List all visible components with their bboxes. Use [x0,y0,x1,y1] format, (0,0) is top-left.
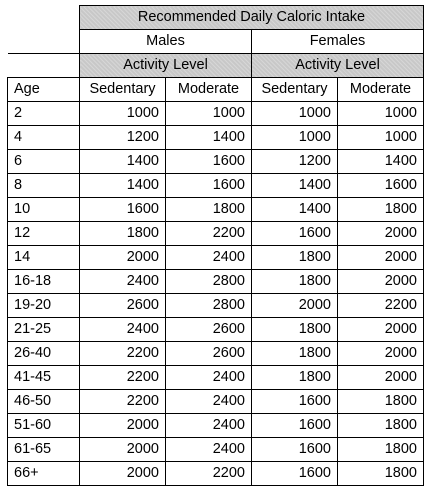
cell-females-moderate: 2000 [338,246,424,270]
cell-males-moderate: 2800 [166,294,252,318]
cell-males-sedentary: 2000 [80,438,166,462]
cell-females-moderate: 1400 [338,150,424,174]
table-row [8,126,424,150]
cell-females-sedentary: 1800 [252,366,338,390]
cell-males-sedentary: 2400 [80,318,166,342]
cell-females-sedentary: 1600 [252,390,338,414]
cell-males-moderate: 1000 [166,102,252,126]
cell-age: 61-65 [8,438,80,462]
cell-males-sedentary: 1400 [80,174,166,198]
group-males: Males [80,30,252,54]
cell-males-moderate: 2200 [166,222,252,246]
cell-age: 14 [8,246,80,270]
cell-males-sedentary: 1800 [80,222,166,246]
cell-males-moderate: 1600 [166,174,252,198]
cell-females-sedentary: 1600 [252,462,338,486]
caloric-intake-table-wrapper [7,5,424,486]
activity-level-males: Activity Level [80,54,252,78]
cell-age: 66+ [8,462,80,486]
cell-females-sedentary: 1800 [252,246,338,270]
activity-row [8,54,424,78]
table-row [8,222,424,246]
table-row [8,174,424,198]
table-row [8,414,424,438]
cell-males-moderate: 2200 [166,462,252,486]
caloric-intake-table [7,5,424,486]
cell-females-moderate: 2000 [338,222,424,246]
cell-females-moderate: 2000 [338,318,424,342]
cell-females-moderate: 2000 [338,366,424,390]
table-row [8,198,424,222]
cell-age: 19-20 [8,294,80,318]
cell-males-sedentary: 2000 [80,246,166,270]
cell-age: 4 [8,126,80,150]
cell-males-sedentary: 2000 [80,414,166,438]
cell-males-sedentary: 2600 [80,294,166,318]
cell-females-moderate: 1800 [338,390,424,414]
group-females: Females [252,30,424,54]
empty-corner-cell [8,6,80,30]
table-row [8,438,424,462]
table-row [8,150,424,174]
cell-females-sedentary: 1800 [252,318,338,342]
table-row [8,246,424,270]
cell-females-moderate: 1000 [338,126,424,150]
column-header-males-sedentary: Sedentary [80,78,166,102]
table-row [8,102,424,126]
cell-females-sedentary: 1000 [252,126,338,150]
cell-females-sedentary: 2000 [252,294,338,318]
cell-age: 2 [8,102,80,126]
cell-females-moderate: 1800 [338,462,424,486]
cell-age: 10 [8,198,80,222]
cell-males-sedentary: 2200 [80,366,166,390]
cell-females-moderate: 1000 [338,102,424,126]
cell-males-sedentary: 2200 [80,390,166,414]
cell-females-moderate: 1800 [338,414,424,438]
cell-males-sedentary: 1600 [80,198,166,222]
cell-age: 21-25 [8,318,80,342]
cell-age: 26-40 [8,342,80,366]
cell-males-moderate: 1400 [166,126,252,150]
cell-females-sedentary: 1800 [252,342,338,366]
activity-level-females: Activity Level [252,54,424,78]
cell-females-sedentary: 1200 [252,150,338,174]
cell-males-sedentary: 2000 [80,462,166,486]
table-body [8,6,424,486]
cell-females-moderate: 2000 [338,342,424,366]
cell-age: 8 [8,174,80,198]
cell-males-moderate: 2400 [166,246,252,270]
cell-males-sedentary: 2400 [80,270,166,294]
cell-females-sedentary: 1600 [252,414,338,438]
cell-females-sedentary: 1600 [252,222,338,246]
cell-males-moderate: 2400 [166,366,252,390]
column-header-females-moderate: Moderate [338,78,424,102]
column-header-age: Age [8,78,80,102]
cell-age: 16-18 [8,270,80,294]
table-row [8,366,424,390]
cell-age: 41-45 [8,366,80,390]
cell-males-moderate: 2600 [166,342,252,366]
cell-females-moderate: 1800 [338,438,424,462]
cell-age: 6 [8,150,80,174]
cell-males-moderate: 1800 [166,198,252,222]
cell-females-sedentary: 1800 [252,270,338,294]
column-header-females-sedentary: Sedentary [252,78,338,102]
cell-males-moderate: 2800 [166,270,252,294]
cell-age: 46-50 [8,390,80,414]
cell-females-sedentary: 1000 [252,102,338,126]
cell-males-moderate: 2400 [166,390,252,414]
empty-corner-cell [8,54,80,78]
cell-males-moderate: 2400 [166,414,252,438]
table-row [8,342,424,366]
table-row [8,294,424,318]
cell-females-moderate: 2200 [338,294,424,318]
cell-age: 12 [8,222,80,246]
cell-females-sedentary: 1400 [252,198,338,222]
group-row [8,30,424,54]
empty-corner-cell [8,30,80,54]
column-header-males-moderate: Moderate [166,78,252,102]
cell-females-moderate: 1800 [338,198,424,222]
cell-males-sedentary: 1400 [80,150,166,174]
cell-females-sedentary: 1400 [252,174,338,198]
table-title: Recommended Daily Caloric Intake [80,6,424,30]
column-header-row [8,78,424,102]
cell-females-sedentary: 1600 [252,438,338,462]
cell-females-moderate: 2000 [338,270,424,294]
table-row [8,318,424,342]
cell-males-moderate: 2400 [166,438,252,462]
cell-males-moderate: 1600 [166,150,252,174]
table-row [8,462,424,486]
table-row [8,270,424,294]
table-row [8,390,424,414]
cell-males-sedentary: 1200 [80,126,166,150]
cell-females-moderate: 1600 [338,174,424,198]
title-row [8,6,424,30]
cell-males-moderate: 2600 [166,318,252,342]
cell-age: 51-60 [8,414,80,438]
cell-males-sedentary: 2200 [80,342,166,366]
cell-males-sedentary: 1000 [80,102,166,126]
